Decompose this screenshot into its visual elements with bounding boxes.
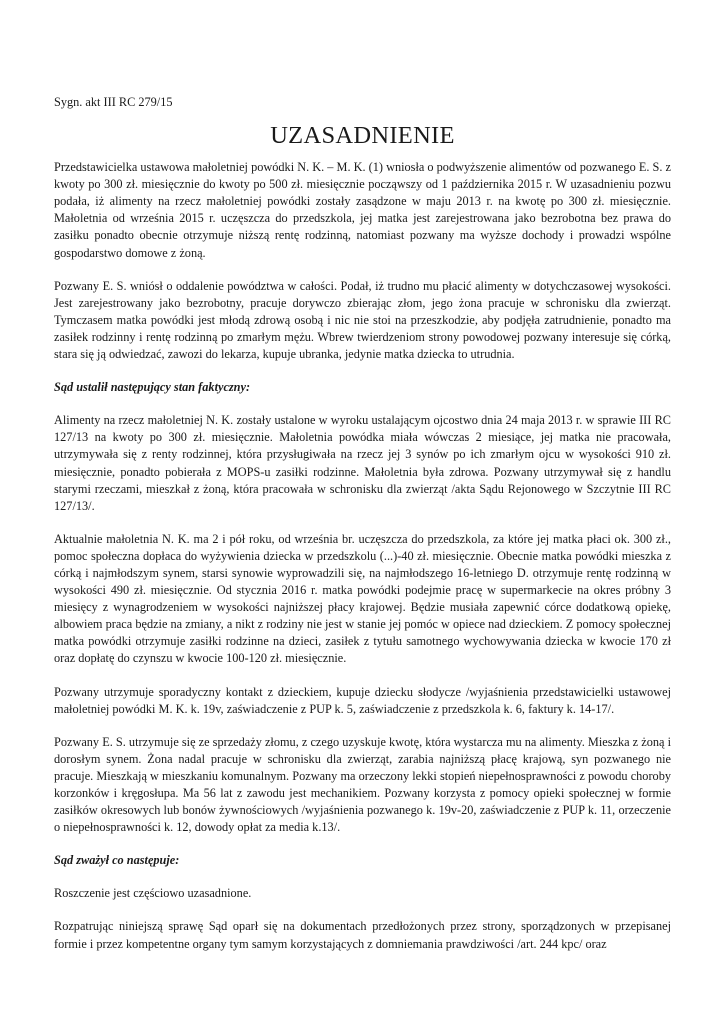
case-signature: Sygn. akt III RC 279/15 [54,95,173,109]
paragraph-facts-2: Aktualnie małoletnia N. K. ma 2 i pół roku, od września br. uczęszcza do przedszkola, za które jej matka płaci ok. 300 zł., pomoc społeczna dopłaca do wyżywienia dziecka w przedszkolu (...)-40 zł. miesięcznie. Obecnie matka powódki mieszka z córką i najmłodszym synem, starsi synowie wyprowadzili się, na najmłodszego 16-letniego D. otrzymuje rentę rodzinną w wysokości 490 zł. miesięcznie. Od stycznia 2016 r. matka powódki podejmie pracę w supermarkecie na okres próbny 3 miesięcy z wynagrodzeniem w wysokości najniższej płacy krajowej. Będzie musiała zapewnić córce dodatkową opiekę, albowiem praca będzie na zmiany, a nikt z rodziny nie jest w stanie jej pomóc w opiece nad dzieckiem. Z pomocy społecznej matka powódki otrzymuje zasiłki rodzinne na dzieci, zasiłek z tytułu samotnego wychowywania dziecka w kwocie 170 zł oraz dopłatę do czynszu w kwocie 100-120 zł. miesięcznie. [54,531,671,666]
paragraph-reasoning: Rozpatrując niniejszą sprawę Sąd oparł się na dokumentach przedłożonych przez strony, sporządzonych w przepisanej formie i przez kompetentne organy tym samym korzystających z domniemania prawdziwości /art. 244 kpc/ oraz [54,919,671,951]
paragraph-claim: Przedstawicielka ustawowa małoletniej powódki N. K. – M. K. (1) wniosła o podwyższenie alimentów od pozwanego E. S. z kwoty po 300 zł. miesięcznie do kwoty po 500 zł. miesięcznie począwszy od 1 października 2015 r. W uzasadnieniu pozwu podała, iż alimenty na rzecz małoletniej powódki zostały zasądzone w maju 2013 r. na kwotę po 300 zł. miesięcznie. Małoletnia od września 2015 r. uczęszcza do przedszkola, jej matka jest zarejestrowana jako bezrobotna bez prawa do zasiłku ponadto obecnie otrzymuje niższą rentę rodzinną, natomiast pozwany ma wyższe dochody i prowadzi wspólne gospodarstwo domowe z żoną. [54,160,671,260]
paragraph-conclusion: Roszczenie jest częściowo uzasadnione. [54,886,252,901]
document-title: UZASADNIENIE [270,122,455,150]
paragraph-facts-4: Pozwany E. S. utrzymuje się ze sprzedaży złomu, z czego uzyskuje kwotę, która wystarcza mu na alimenty. Mieszka z żoną i dorosłym synem. Żona nadal pracuje w schronisku dla zwierząt, zarabia najniższą płacę krajową, syn pozwanego nie pracuje. Mieszkają w mieszkaniu komunalnym. Pozwany ma orzeczony lekki stopień niepełnosprawności z powodu choroby korzonków i kręgosłupa. Ma 56 lat z zawodu jest mechanikiem. Pozwany korzysta z pomocy opieki społecznej w formie zasiłków okresowych lub bonów żywnościowych /wyjaśnienia pozwanego k. 19v-20, zaświadczenie z PUP k. 11, orzeczenie o niepełnosprawności k. 12, dowody opłat za media k.13/. [54,734,671,835]
paragraph-facts-3: Pozwany utrzymuje sporadyczny kontakt z dzieckiem, kupuje dziecku słodycze /wyjaśnienia przedstawicielki ustawowej małoletniej powódki M. K. k. 19v, zaświadczenie z PUP k. 5, zaświadczenie z przedszkola k. 6, faktury k. 14-17/. [54,684,671,716]
paragraph-facts-1: Alimenty na rzecz małoletniej N. K. zostały ustalone w wyroku ustalającym ojcostwo dnia 24 maja 2013 r. w sprawie III RC 127/13 na kwoty po 300 zł. miesięcznie. Małoletnia powódka miała wówczas 2 miesiące, jej matka nie pracowała, utrzymywała się z renty rodzinnej, która przysługiwała na rzecz jej 3 synów po ich zmarłym ojcu w wysokości 910 zł. miesięcznie, ponadto pobierała z MOPS-u zasiłki rodzinne. Małoletnia była zdrowa. Pozwany utrzymywał się z handlu starymi rzeczami, mieszkał z żoną, która pracowała w schronisku dla zwierząt /akta Sądu Rejonowego w Szczytnie III RC 127/13/. [54,413,671,513]
paragraph-defendant-response: Pozwany E. S. wniósł o oddalenie powództwa w całości. Podał, iż trudno mu płacić alimenty w dotychczasowej wysokości. Jest zarejestrowany jako bezrobotny, pracuje dorywczo zbierając złom, jego żona pracuje w schronisku dla zwierząt. Tymczasem matka powódki jest młodą zdrową osobą i nic nie stoi na przeszkodzie, aby podjęła zatrudnienie, ponadto ma zasiłek rodzinny i rentę rodzinną po zmarłym mężu. Wbrew twierdzeniom strony powodowej pozwany interesuje się córką, stara się ją odwiedzać, zawozi do lekarza, kupuje ubranka, jedynie matka dziecka to utrudnia. [54,278,671,362]
section-heading-facts: Sąd ustalił następujący stan faktyczny: [54,380,251,395]
section-heading-considerations: Sąd zważył co następuje: [54,853,180,868]
